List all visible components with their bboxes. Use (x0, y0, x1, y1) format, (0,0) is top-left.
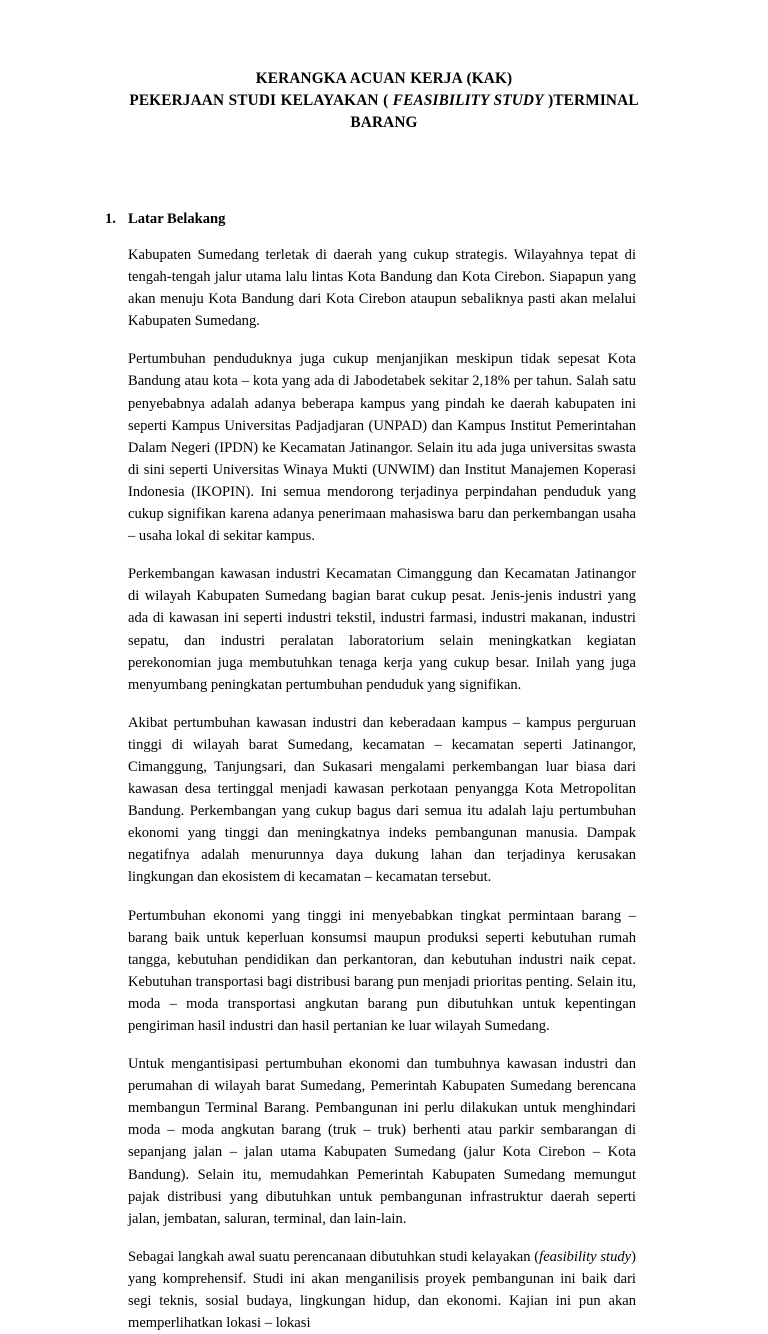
document-title-line-2-suffix: )TERMINAL (543, 92, 639, 109)
document-title-line-2 (66, 90, 702, 112)
section-number: 1. (105, 211, 116, 227)
document-title-line-1: KERANGKA ACUAN KERJA (KAK) (255, 70, 513, 87)
paragraph-3: Perkembangan kawasan industri Kecamatan Cimanggung dan Kecamatan Jatinangor di wilayah Kabupaten Sumedang bagian barat cukup pesat. Jenis-jenis industri yang ada di kawasan ini seperti industri tekstil, industri farmasi, industri makanan, industri sepatu, dan industri peralatan laboratorium selain meningkatkan kegiatan perekonomian juga membutuhkan tenaga kerja yang cukup besar. Inilah yang juga menyumbang peningkatan pertumbuhan penduduk yang signifikan. (128, 566, 636, 693)
section-list (0, 208, 768, 1334)
document-title-line-2-italic: FEASIBILITY STUDY (392, 92, 544, 109)
section-heading-latar-belakang (0, 208, 702, 230)
document-title-line-3: BARANG (350, 114, 418, 131)
title-body-spacer (0, 134, 768, 208)
heading-paragraph-gap (0, 230, 702, 244)
paragraph-7-suffix: ) yang komprehensif. Studi ini akan menganilisis proyek pembangunan ini baik dari segi teknis, sosial budaya, lingkungan hidup, dan ekonomi. Kajian ini pun akan memperlihatkan lokasi – lokasi (128, 1248, 636, 1332)
paragraph-6: Untuk mengantisipasi pertumbuhan ekonomi dan tumbuhnya kawasan industri dan perumahan di wilayah barat Sumedang, Pemerintah Kabupaten Sumedang berencana membangun Terminal Barang. Pembangunan ini perlu dilakukan untuk menghindari moda – moda angkutan barang (truk – truk) berhenti atau parkir sembarangan di sepanjang jalan – jalan utama Kabupaten Sumedang (jalur Kota Cirebon – Kota Bandung). Selain itu, memudahkan Pemerintah Kabupaten Sumedang memungut pajak distribusi yang dibutuhkan untuk pembangunan infrastruktur daerah seperti jalan, jembatan, saluran, terminal, dan lain-lain. (128, 1056, 636, 1227)
paragraph-7-prefix: Sebagai langkah awal suatu perencanaan dibutuhkan studi kelayakan ( (128, 1248, 540, 1265)
paragraph-4: Akibat pertumbuhan kawasan industri dan keberadaan kampus – kampus perguruan tinggi di wilayah barat Sumedang, kecamatan – kecamatan seperti Jatinangor, Cimanggung, Tanjungsari, dan Sukasari mengalami perkembangan luar biasa dari kawasan desa tertinggal menjadi kawasan perkotaan penyangga Kota Metropolitan Bandung. Perkembangan yang cukup bagus dari semua itu adalah laju pertumbuhan ekonomi yang tinggi dan meningkatnya indeks pembangunan manusia. Dampak negatifnya adalah menurunnya daya dukung lahan dan terjadinya kerusakan lingkungan dan ekosistem di kecamatan – kecamatan tersebut. (128, 714, 636, 886)
paragraph-2: Pertumbuhan penduduknya juga cukup menjanjikan meskipun tidak sepesat Kota Bandung atau kota – kota yang ada di Jabodetabek sekitar 2,18% per tahun. Salah satu penyebabnya adalah adanya beberapa kampus yang pindah ke daerah kabupaten ini seperti Kampus Universitas Padjadjaran (UNPAD) dan Kampus Institut Pemerintahan Dalam Negeri (IPDN) ke Kecamatan Jatinangor. Selain itu ada juga universitas swasta di sini seperti Universitas Winaya Mukti (UNWIM) dan Institut Manajemen Koperasi Indonesia (IKOPIN). Ini semua mendorong terjadinya perpindahan penduduk yang cukup signifikan karena adanya penerimaan mahasiswa baru dan perkembangan usaha – usaha lokal di sekitar kampus. (128, 351, 636, 545)
section-heading-label: Latar Belakang (128, 211, 226, 227)
paragraph-5: Pertumbuhan ekonomi yang tinggi ini menyebabkan tingkat permintaan barang – barang baik untuk keperluan konsumsi maupun produksi seperti kebutuhan rumah tangga, kebutuhan pendidikan dan perkantoran, dan kebutuhan industri naik cepat. Kebutuhan transportasi bagi distribusi barang pun menjadi prioritas penting. Selain itu, moda – moda transportasi angkutan barang pun dibutuhkan untuk kepentingan pengiriman hasil industri dan hasil pertanian ke luar wilayah Sumedang. (128, 907, 636, 1034)
document-title-line-2-prefix: PEKERJAAN STUDI KELAYAKAN ( (129, 92, 393, 109)
paragraph-1: Kabupaten Sumedang terletak di daerah yang cukup strategis. Wilayahnya tepat di tengah-tengah jalur utama lalu lintas Kota Bandung dan Kota Cirebon. Siapapun yang akan menuju Kota Bandung dari Kota Cirebon ataupun sebaliknya pasti akan melalui Kabupaten Sumedang. (128, 247, 636, 330)
section-latar-belakang (0, 208, 768, 1334)
document-title (0, 0, 768, 134)
paragraph-7-italic-term: feasibility study (539, 1248, 632, 1265)
paragraph-7 (0, 1246, 702, 1334)
